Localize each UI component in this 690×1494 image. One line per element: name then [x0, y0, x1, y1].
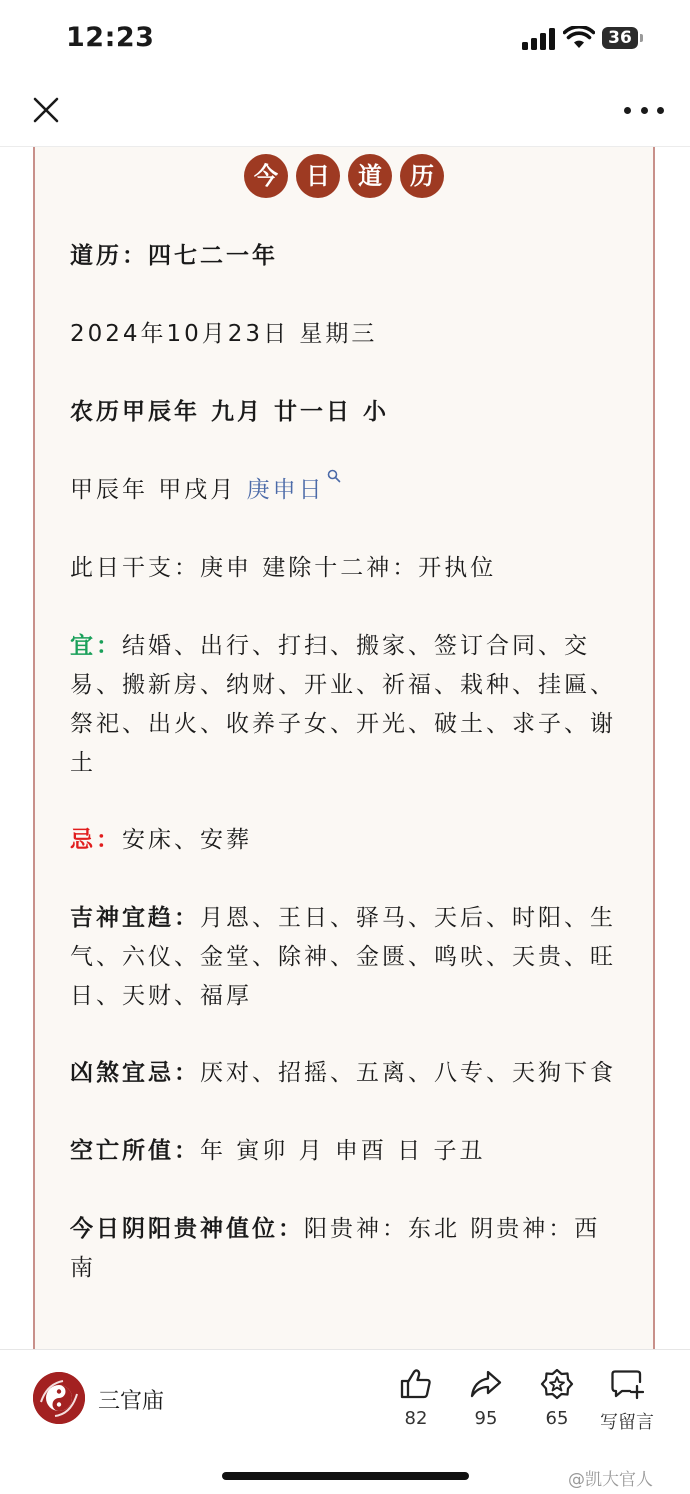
article-title	[35, 154, 653, 198]
close-icon[interactable]	[30, 94, 62, 126]
favorite-count: 65	[545, 1408, 569, 1429]
more-icon[interactable]	[624, 104, 664, 116]
write-comment-button[interactable]	[597, 1368, 657, 1434]
title-char: 今	[244, 154, 288, 198]
wifi-icon	[563, 26, 595, 50]
xiongsha-section	[70, 1054, 622, 1093]
search-icon[interactable]	[327, 469, 341, 483]
ji-text: 安床、安葬	[122, 827, 252, 853]
article-content	[70, 237, 622, 1327]
xiongsha-text: 厌对、招摇、五离、八专、天狗下食	[200, 1060, 616, 1086]
article-card	[33, 147, 655, 1349]
battery-cap	[640, 34, 643, 42]
account-avatar[interactable]	[33, 1372, 85, 1424]
ji-label: 忌：	[70, 827, 122, 853]
status-bar	[0, 0, 690, 78]
ganzhi-search-link[interactable]: 庚申日	[246, 477, 325, 503]
kongwang-label: 空亡所值：	[70, 1138, 200, 1164]
yi-text: 结婚、出行、打扫、搬家、签订合同、交易、搬新房、纳财、开业、祈福、栽种、挂匾、祭祀、出火、收养子女、开光、破土、求子、谢土	[70, 633, 616, 776]
status-time: 12:23	[66, 22, 155, 53]
favorite-button[interactable]	[527, 1368, 587, 1429]
account-name[interactable]: 三官庙	[98, 1389, 165, 1414]
lunar-date-line: 农历甲辰年 九月 廿一日 小	[70, 399, 390, 425]
battery-icon: 36	[602, 27, 638, 49]
yi-label: 宜：	[70, 633, 122, 659]
wow-star-icon	[540, 1368, 574, 1400]
dao-calendar-line: 道历：四七二一年	[70, 243, 278, 269]
jishen-label: 吉神宜趋：	[70, 905, 200, 931]
comment-add-icon	[610, 1368, 644, 1400]
jishen-section	[70, 899, 622, 1016]
share-count: 95	[474, 1408, 498, 1429]
write-comment-label: 写留言	[600, 1412, 654, 1433]
title-char: 日	[296, 154, 340, 198]
top-nav-bar	[0, 78, 690, 147]
thumbs-up-icon	[399, 1368, 433, 1400]
home-indicator[interactable]	[222, 1472, 469, 1480]
ganzhi-line	[70, 471, 622, 510]
kongwang-text: 年 寅卯 月 申酉 日 子丑	[200, 1138, 486, 1164]
taiji-logo-icon	[33, 1372, 85, 1424]
kongwang-section	[70, 1132, 622, 1171]
guishen-label: 今日阴阳贵神值位：	[70, 1216, 304, 1242]
like-count: 82	[404, 1408, 428, 1429]
date-line: 2024年10月23日 星期三	[70, 321, 378, 347]
stem-branch-line: 此日干支：庚申 建除十二神：开执位	[70, 555, 497, 581]
ganzhi-prefix: 甲辰年 甲戌月	[70, 477, 247, 503]
title-char: 道	[348, 154, 392, 198]
xiongsha-label: 凶煞宜忌：	[70, 1060, 200, 1086]
share-arrow-icon	[469, 1368, 503, 1400]
weibo-watermark: @凯大官人	[568, 1470, 653, 1490]
like-button[interactable]	[386, 1368, 446, 1429]
jishen-text: 月恩、王日、驿马、天后、时阳、生气、六仪、金堂、除神、金匮、鸣吠、天贵、旺日、天财、福厚	[70, 905, 616, 1009]
ji-section	[70, 821, 622, 860]
share-button[interactable]	[456, 1368, 516, 1429]
guishen-section	[70, 1210, 622, 1288]
yi-section	[70, 627, 622, 783]
title-char: 历	[400, 154, 444, 198]
cellular-signal-icon	[522, 28, 556, 50]
guishen-text: 阳贵神：东北 阴贵神：西南	[70, 1216, 601, 1281]
bottom-action-bar	[0, 1349, 690, 1494]
